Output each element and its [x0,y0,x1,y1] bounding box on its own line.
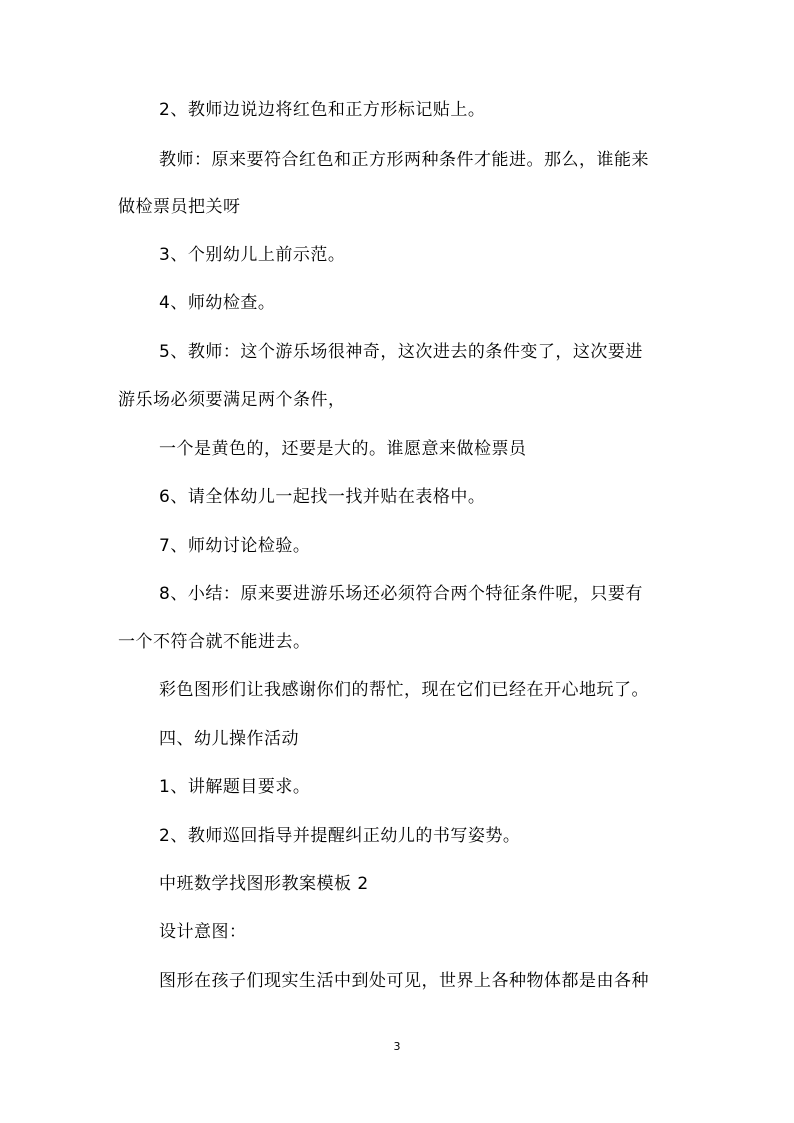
paragraph-line: 做检票员把关呀 [118,197,241,217]
section-heading: 四、幼儿操作活动 [159,729,299,749]
paragraph-line: 教师：原来要符合红色和正方形两种条件才能进。那么，谁能来 [159,150,649,170]
paragraph-line: 彩色图形们让我感谢你们的帮忙，现在它们已经在开心地玩了。 [159,680,649,700]
paragraph-line: 游乐场必须要满足两个条件， [118,390,346,410]
paragraph-line: 8、小结：原来要进游乐场还必须符合两个特征条件呢，只要有 [159,584,643,604]
paragraph-line: 2、教师巡回指导并提醒纠正幼儿的书写姿势。 [159,826,521,846]
paragraph-line: 1、讲解题目要求。 [159,777,311,797]
paragraph-line: 7、师幼讨论检验。 [159,536,311,556]
paragraph-line: 4、师幼检查。 [159,293,276,313]
paragraph-line: 图形在孩子们现实生活中到处可见，世界上各种物体都是由各种 [159,971,649,991]
paragraph-line: 一个是黄色的，还要是大的。谁愿意来做检票员 [159,439,527,459]
paragraph-line: 一个不符合就不能进去。 [118,632,311,652]
document-subtitle: 中班数学找图形教案模板 2 [159,874,369,894]
paragraph-line: 2、教师边说边将红色和正方形标记贴上。 [159,100,486,120]
page-number: 3 [393,1040,401,1053]
paragraph-line: 3、个别幼儿上前示范。 [159,245,346,265]
paragraph-line: 5、教师：这个游乐场很神奇，这次进去的条件变了，这次要进 [159,342,643,362]
paragraph-line: 6、请全体幼儿一起找一找并贴在表格中。 [159,487,486,507]
section-heading: 设计意图： [159,922,247,942]
